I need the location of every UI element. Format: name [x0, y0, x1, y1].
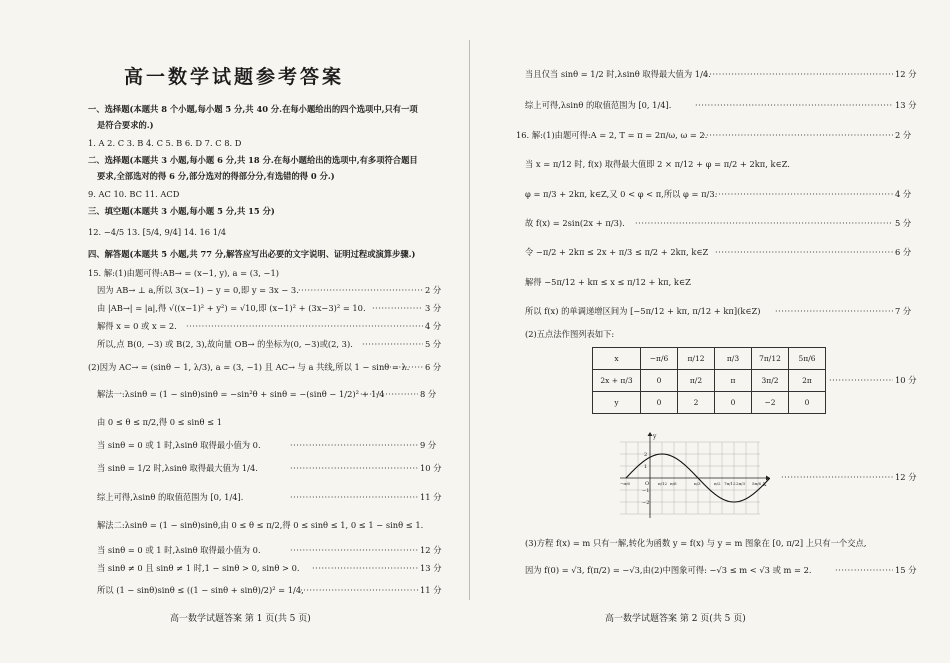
- score-label: 13 分: [420, 563, 442, 573]
- table-cell: 7π/12: [752, 348, 789, 370]
- score-label: 8 分: [420, 389, 437, 399]
- leader-dots: [835, 566, 893, 577]
- q15-line-7: 解法一:λsinθ = (1 − sinθ)sinθ = −sin²θ + sinθ = −(sinθ − 1/2)² + 1/4: [97, 389, 385, 399]
- leader-dots: [635, 219, 893, 230]
- y-tick-label: 1: [644, 464, 648, 470]
- section1-answers: 1. A 2. C 3. B 4. C 5. B 6. D 7. C 8. D: [88, 138, 242, 148]
- x-tick-label: π/2: [714, 481, 721, 486]
- q16-line-3: φ = π/3 + 2kπ, k∈Z,又 0 < φ < π,所以 φ = π/3.: [525, 189, 718, 199]
- score-label: 6 分: [895, 247, 912, 257]
- section1-heading-cont: 是符合要求的.): [97, 120, 154, 130]
- x-tick-label: π/3: [694, 481, 701, 486]
- leader-dots: [300, 586, 418, 597]
- leader-dots: [312, 564, 418, 575]
- table-cell: 0: [641, 392, 678, 414]
- q15-line-11: 综上可得,λsinθ 的取值范围为 [0, 1/4].: [97, 492, 244, 502]
- q15-line-15: 所以 (1 − sinθ)sinθ ≤ ((1 − sinθ + sinθ)/2)² = 1/4,: [97, 585, 304, 595]
- section2-heading-cont: 要求,全部选对的得 6 分,部分选对的得部分分,有选错的得 0 分.): [97, 171, 335, 181]
- section3-heading: 三、填空题(本题共 3 小题,每小题 5 分,共 15 分): [88, 206, 275, 216]
- q15-line-1: 15. 解:(1)由题可得:AB→ = (x−1, y), a = (3, −1): [88, 268, 279, 278]
- x-tick-label: 2π/3: [736, 481, 746, 486]
- q15-line-13: 当 sinθ = 0 或 1 时,λsinθ 取得最小值为 0.: [97, 545, 261, 555]
- score-label: 12 分: [895, 472, 917, 482]
- y-axis-arrow-icon: [648, 432, 653, 436]
- q15-line-12: 解法二:λsinθ = (1 − sinθ)sinθ,由 0 ≤ θ ≤ π/2,得 0 ≤ sinθ ≤ 1, 0 ≤ 1 − sinθ ≤ 1.: [97, 520, 424, 530]
- right-line-2: 综上可得,λsinθ 的取值范围为 [0, 1/4].: [525, 100, 672, 110]
- section4-heading: 四、解答题(本题共 5 小题,共 77 分,解答应写出必要的文字说明、证明过程或演算步骤.): [88, 249, 416, 259]
- table-row: [593, 348, 826, 370]
- sine-graph: [620, 432, 770, 520]
- score-label: 5 分: [895, 218, 912, 228]
- q16-line-4: 故 f(x) = 2sin(2x + π/3).: [525, 218, 625, 228]
- score-label: 4 分: [425, 321, 442, 331]
- q16-line-10: 因为 f(0) = √3, f(π/2) = −√3,由(2)中图象可得: −√3 ≤ m < √3 或 m = 2.: [525, 565, 812, 575]
- answer-page-1: [0, 0, 468, 663]
- q16-line-5: 令 −π/2 + 2kπ ≤ 2x + π/3 ≤ π/2 + 2kπ, k∈Z: [525, 247, 709, 257]
- score-label: 3 分: [425, 303, 442, 313]
- table-cell: 0: [715, 392, 752, 414]
- score-label: 11 分: [420, 585, 442, 595]
- leader-dots: [695, 101, 893, 112]
- leader-dots: [715, 248, 893, 259]
- score-label: 2 分: [895, 130, 912, 140]
- leader-dots: [290, 546, 418, 557]
- page-divider: [469, 40, 470, 600]
- leader-dots: [290, 441, 418, 452]
- section3-answers: 12. −4/5 13. [5/4, 9/4] 14. 16 1/4: [88, 227, 227, 237]
- q15-line-9: 当 sinθ = 0 或 1 时,λsinθ 取得最小值为 0.: [97, 440, 261, 450]
- q15-line-5: 所以,点 B(0, −3) 或 B(2, 3),故向量 OB→ 的坐标为(0, −3)或(2, 3).: [97, 339, 353, 349]
- score-label: 10 分: [420, 463, 442, 473]
- q16-line-6: 解得 −5π/12 + kπ ≤ x ≤ π/12 + kπ, k∈Z: [525, 277, 691, 287]
- origin-label: O: [645, 481, 650, 487]
- q16-line-9: (3)方程 f(x) = m 只有一解,转化为函数 y = f(x) 与 y = m 图象在 [0, π/2] 上只有一个交点,: [525, 538, 867, 548]
- answer-page-2: [475, 0, 950, 663]
- table-cell: 0: [789, 392, 826, 414]
- leader-dots: [290, 493, 418, 504]
- right-line-1: 当且仅当 sinθ = 1/2 时,λsinθ 取得最大值为 1/4.: [525, 69, 711, 79]
- table-cell: −π/6: [641, 348, 678, 370]
- leader-dots: [362, 340, 423, 351]
- leader-dots: [703, 131, 893, 142]
- leader-dots: [360, 390, 418, 401]
- y-tick-label: −1: [642, 488, 650, 494]
- table-cell: 0: [641, 370, 678, 392]
- section2-answers: 9. AC 10. BC 11. ACD: [88, 189, 180, 199]
- q16-line-1: 16. 解:(1)由题可得:A = 2, T = π = 2π/ω, ω = 2.: [516, 130, 708, 140]
- q15-line-4: 解得 x = 0 或 x = 2.: [97, 321, 177, 331]
- q16-line-7: 所以 f(x) 的单调递增区间为 [−5π/12 + kπ, π/12 + kπ](k∈Z): [525, 306, 761, 316]
- score-label: 12 分: [895, 69, 917, 79]
- x-tick-label: −π/6: [620, 481, 630, 486]
- score-label: 7 分: [895, 306, 912, 316]
- five-point-table: [592, 347, 826, 414]
- x-tick-label: 5π/6: [752, 481, 762, 486]
- leader-dots: [829, 376, 893, 387]
- leader-dots: [715, 190, 893, 201]
- y-tick-label: 2: [644, 452, 648, 458]
- page-footer: 高一数学试题答案 第 1 页(共 5 页): [170, 614, 311, 624]
- x-tick-label: 7π/12: [724, 481, 736, 486]
- table-cell: π: [715, 370, 752, 392]
- table-cell: −2: [752, 392, 789, 414]
- table-cell: y: [593, 392, 641, 414]
- table-cell: 2: [678, 392, 715, 414]
- leader-dots: [372, 304, 423, 315]
- table-row: [593, 392, 826, 414]
- table-cell: 5π/6: [789, 348, 826, 370]
- q15-line-10: 当 sinθ = 1/2 时,λsinθ 取得最大值为 1/4.: [97, 463, 258, 473]
- table-cell: 3π/2: [752, 370, 789, 392]
- table-cell: π/2: [678, 370, 715, 392]
- q15-line-3: 由 |AB→| = |a|,得 √((x−1)² + y²) = √10,即 (x−1)² + (3x−3)² = 10.: [97, 303, 366, 313]
- leader-dots: [781, 473, 893, 484]
- q15-line-6: (2)因为 AC→ = (sinθ − 1, λ/3), a = (3, −1) 且 AC→ 与 a 共线,所以 1 − sinθ = λ.: [88, 362, 410, 372]
- x-axis-label: x: [763, 481, 767, 488]
- leader-dots: [775, 307, 893, 318]
- score-label: 2 分: [425, 285, 442, 295]
- x-tick-label: π/12: [658, 481, 668, 486]
- q15-line-8: 由 0 ≤ θ ≤ π/2,得 0 ≤ sinθ ≤ 1: [97, 417, 223, 427]
- table-cell: x: [593, 348, 641, 370]
- score-label: 9 分: [420, 440, 437, 450]
- leader-dots: [703, 70, 893, 81]
- table-cell: 2x + π/3: [593, 370, 641, 392]
- y-axis-label: y: [653, 433, 657, 440]
- q15-line-14: 当 sinθ ≠ 0 且 sinθ ≠ 1 时,1 − sinθ > 0, sinθ > 0.: [97, 563, 300, 573]
- q16-line-8: (2)五点法作图列表如下:: [525, 329, 615, 339]
- score-label: 15 分: [895, 565, 917, 575]
- leader-dots: [290, 464, 418, 475]
- score-label: 4 分: [895, 189, 912, 199]
- score-label: 10 分: [895, 375, 917, 385]
- table-row: [593, 370, 826, 392]
- page-footer: 高一数学试题答案 第 2 页(共 5 页): [605, 614, 746, 624]
- q16-line-2: 当 x = π/12 时, f(x) 取得最大值即 2 × π/12 + φ = π/2 + 2kπ, k∈Z.: [525, 159, 790, 169]
- table-cell: π/3: [715, 348, 752, 370]
- leader-dots: [298, 286, 423, 297]
- page-title: 高一数学试题参考答案: [123, 66, 344, 88]
- score-label: 5 分: [425, 339, 442, 349]
- section1-heading: 一、选择题(本题共 8 个小题,每小题 5 分,共 40 分.在每小题给出的四个选项中,只有一项: [88, 104, 418, 114]
- score-label: 11 分: [420, 492, 442, 502]
- y-tick-label: −2: [642, 500, 650, 506]
- score-label: 6 分: [425, 362, 442, 372]
- leader-dots: [186, 322, 423, 333]
- section2-heading: 二、选择题(本题共 3 小题,每小题 6 分,共 18 分.在每小题给出的选项中,有多项符合题目: [88, 155, 418, 165]
- x-tick-label: π/6: [670, 481, 677, 486]
- leader-dots: [386, 363, 423, 374]
- table-cell: π/12: [678, 348, 715, 370]
- score-label: 13 分: [895, 100, 917, 110]
- score-label: 12 分: [420, 545, 442, 555]
- table-cell: 2π: [789, 370, 826, 392]
- q15-line-2: 因为 AB→ ⊥ a,所以 3(x−1) − y = 0,即 y = 3x − 3.: [97, 285, 299, 295]
